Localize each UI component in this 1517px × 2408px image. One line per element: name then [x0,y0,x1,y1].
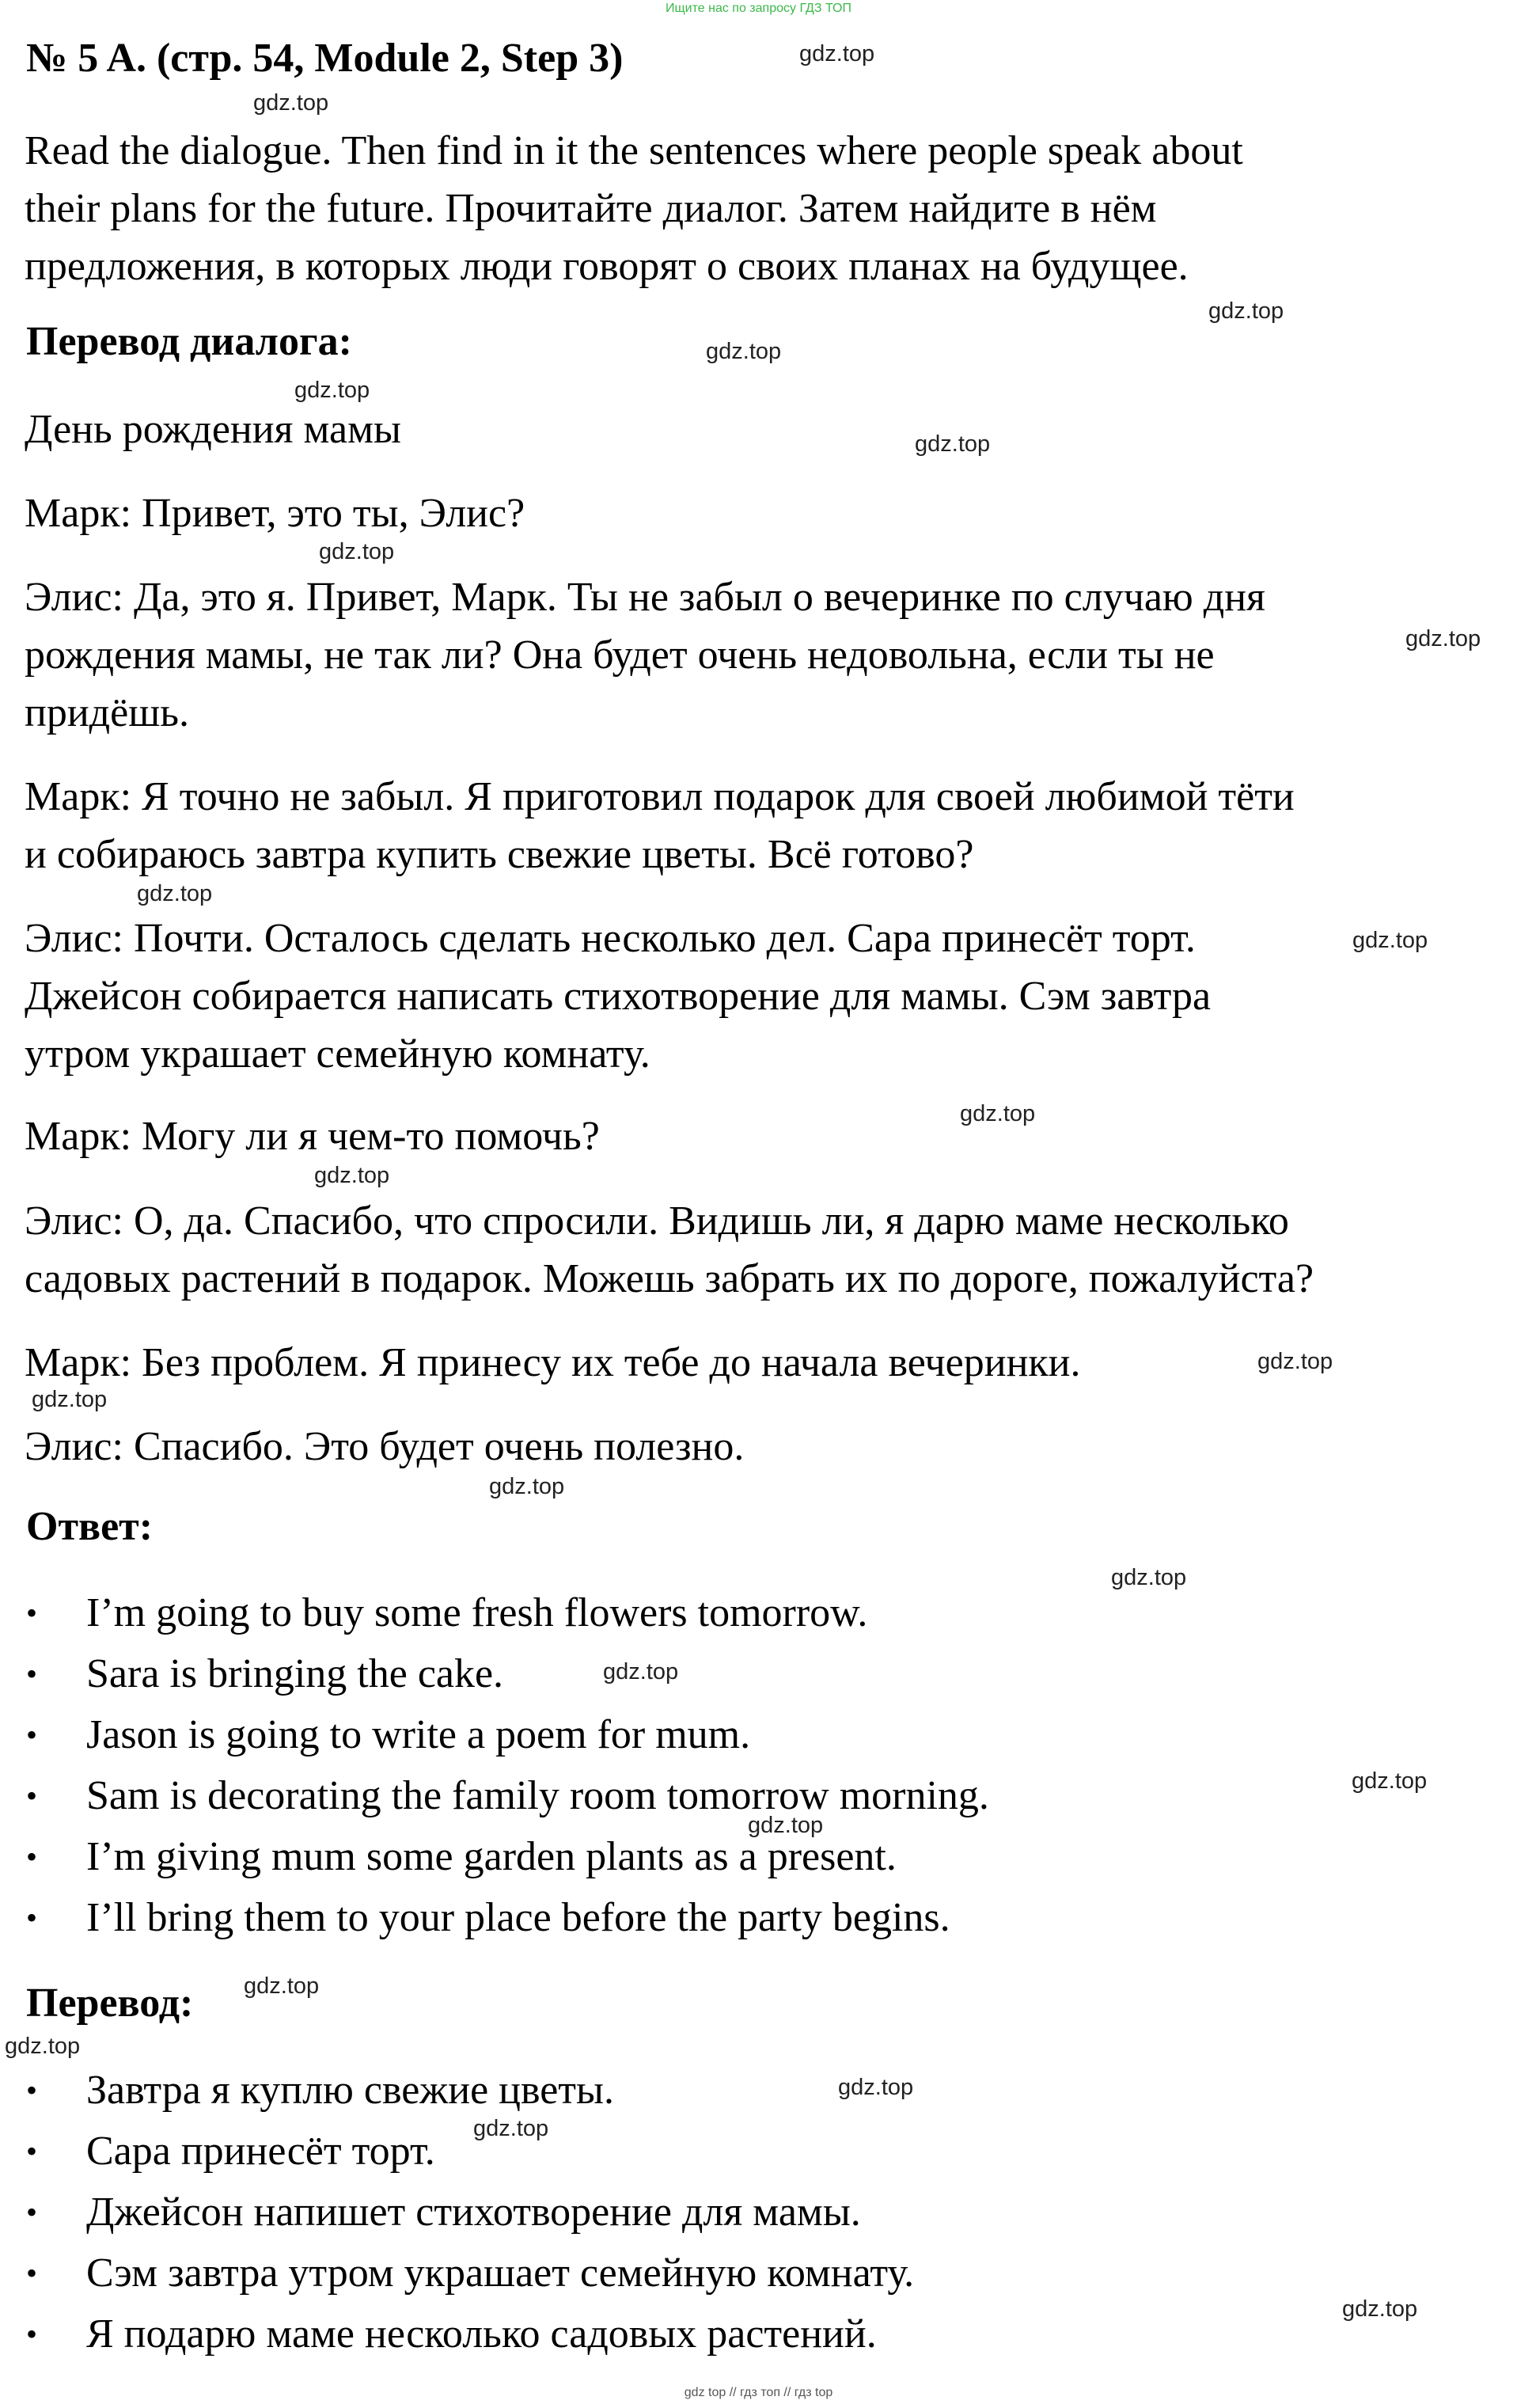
watermark: gdz.top [489,1474,565,1499]
watermark: gdz.top [1111,1565,1187,1590]
answer-item [25,1833,897,1881]
translation-item [25,2311,877,2358]
dialogue-heading: Перевод диалога: [26,319,352,364]
bullet: • [26,1717,38,1753]
task-line: предложения, в которых люди говорят о своих планах на будущее. [25,244,1189,289]
task-line: their plans for the future. Прочитайте диалог. Затем найдите в нём [25,186,1157,231]
translation-heading: Перевод: [26,1981,194,2026]
answer-heading: Ответ: [26,1504,154,1549]
watermark: gdz.top [915,431,991,457]
dialogue-line: рождения мамы, не так ли? Она будет очень недовольна, если ты не [25,632,1215,678]
translation-text: Я подарю маме несколько садовых растений. [86,2311,877,2357]
translation-text: Джейсон напишет стихотворение для мамы. [86,2190,861,2235]
watermark: gdz.top [799,41,875,66]
bullet: • [26,1595,38,1631]
translation-item [25,2128,435,2175]
translation-text: Завтра я куплю свежие цветы. [86,2068,614,2113]
watermark: gdz.top [319,539,395,564]
dialogue-line: Марк: Без проблем. Я принесу их тебе до начала вечеринки. [25,1340,1081,1385]
dialogue-line: и собираюсь завтра купить свежие цветы. Всё готово? [25,832,974,877]
watermark: gdz.top [137,881,213,906]
dialogue-title: День рождения мамы [25,407,401,452]
translation-text: Сэм завтра утром украшает семейную комнату. [86,2250,915,2296]
watermark: gdz.top [960,1101,1036,1126]
watermark: gdz.top [1352,928,1428,953]
dialogue-line: Джейсон собирается написать стихотворение для мамы. Сэм завтра [25,974,1212,1019]
dialogue-line: утром украшает семейную комнату. [25,1031,650,1077]
watermark: gdz.top [294,378,370,403]
bullet: • [26,1900,38,1935]
bullet: • [26,2316,38,2352]
answer-item [25,1772,989,1820]
watermark: gdz.top [244,1973,320,1999]
watermark: gdz.top [314,1163,390,1188]
answer-item [25,1650,503,1698]
answer-item [25,1894,950,1942]
bullet: • [26,2072,38,2108]
watermark: gdz.top [1257,1349,1333,1374]
watermark: gdz.top [5,2034,81,2059]
bullet: • [26,1839,38,1874]
dialogue-line: Марк: Я точно не забыл. Я приготовил подарок для своей любимой тёти [25,774,1295,819]
dialogue-line: Элис: Да, это я. Привет, Марк. Ты не забыл о вечеринке по случаю дня [25,575,1265,620]
footer-watermark: gdz top // гдз топ // гдз top [684,2386,833,2399]
watermark: gdz.top [838,2075,914,2100]
answer-text: I’m going to buy some fresh flowers tomorrow. [86,1590,868,1635]
dialogue-line: Элис: О, да. Спасибо, что спросили. Видишь ли, я дарю маме несколько [25,1198,1289,1244]
search-banner[interactable]: Ищите нас по запросу ГДЗ ТОП [666,2,851,15]
watermark: gdz.top [1342,2296,1418,2322]
answer-text: I’m giving mum some garden plants as a present. [86,1834,897,1879]
watermark: gdz.top [1405,626,1481,651]
answer-item [25,1590,867,1637]
watermark: gdz.top [748,1813,824,1838]
dialogue-line: садовых растений в подарок. Можешь забрать их по дороге, пожалуйста? [25,1256,1314,1301]
dialogue-line: придёшь. [25,690,189,735]
translation-item [25,2067,614,2114]
watermark: gdz.top [706,339,782,364]
dialogue-line: Марк: Привет, это ты, Элис? [25,491,525,536]
dialogue-line: Элис: Спасибо. Это будет очень полезно. [25,1424,745,1469]
watermark: gdz.top [603,1659,679,1684]
bullet: • [26,2133,38,2169]
answer-text: Sam is decorating the family room tomorrow morning. [86,1773,989,1818]
answer-text: I’ll bring them to your place before the party begins. [86,1895,950,1940]
answer-item [25,1711,750,1759]
watermark: gdz.top [32,1387,108,1412]
watermark: gdz.top [473,2116,549,2141]
watermark: gdz.top [1208,298,1284,324]
answer-text: Jason is going to write a poem for mum. [86,1712,751,1757]
dialogue-line: Элис: Почти. Осталось сделать несколько дел. Сара принесёт торт. [25,916,1196,961]
translation-item [25,2250,914,2297]
translation-item [25,2189,861,2236]
dialogue-line: Марк: Могу ли я чем-то помочь? [25,1114,600,1159]
task-line: Read the dialogue. Then find in it the sentences where people speak about [25,128,1243,173]
watermark: gdz.top [253,90,329,116]
translation-text: Сара принесёт торт. [86,2129,435,2174]
bullet: • [26,2255,38,2291]
bullet: • [26,2194,38,2230]
page-title: № 5 A. (стр. 54, Module 2, Step 3) [26,36,624,81]
bullet: • [26,1656,38,1692]
watermark: gdz.top [1352,1768,1428,1794]
bullet: • [26,1778,38,1814]
answer-text: Sara is bringing the cake. [86,1651,504,1696]
